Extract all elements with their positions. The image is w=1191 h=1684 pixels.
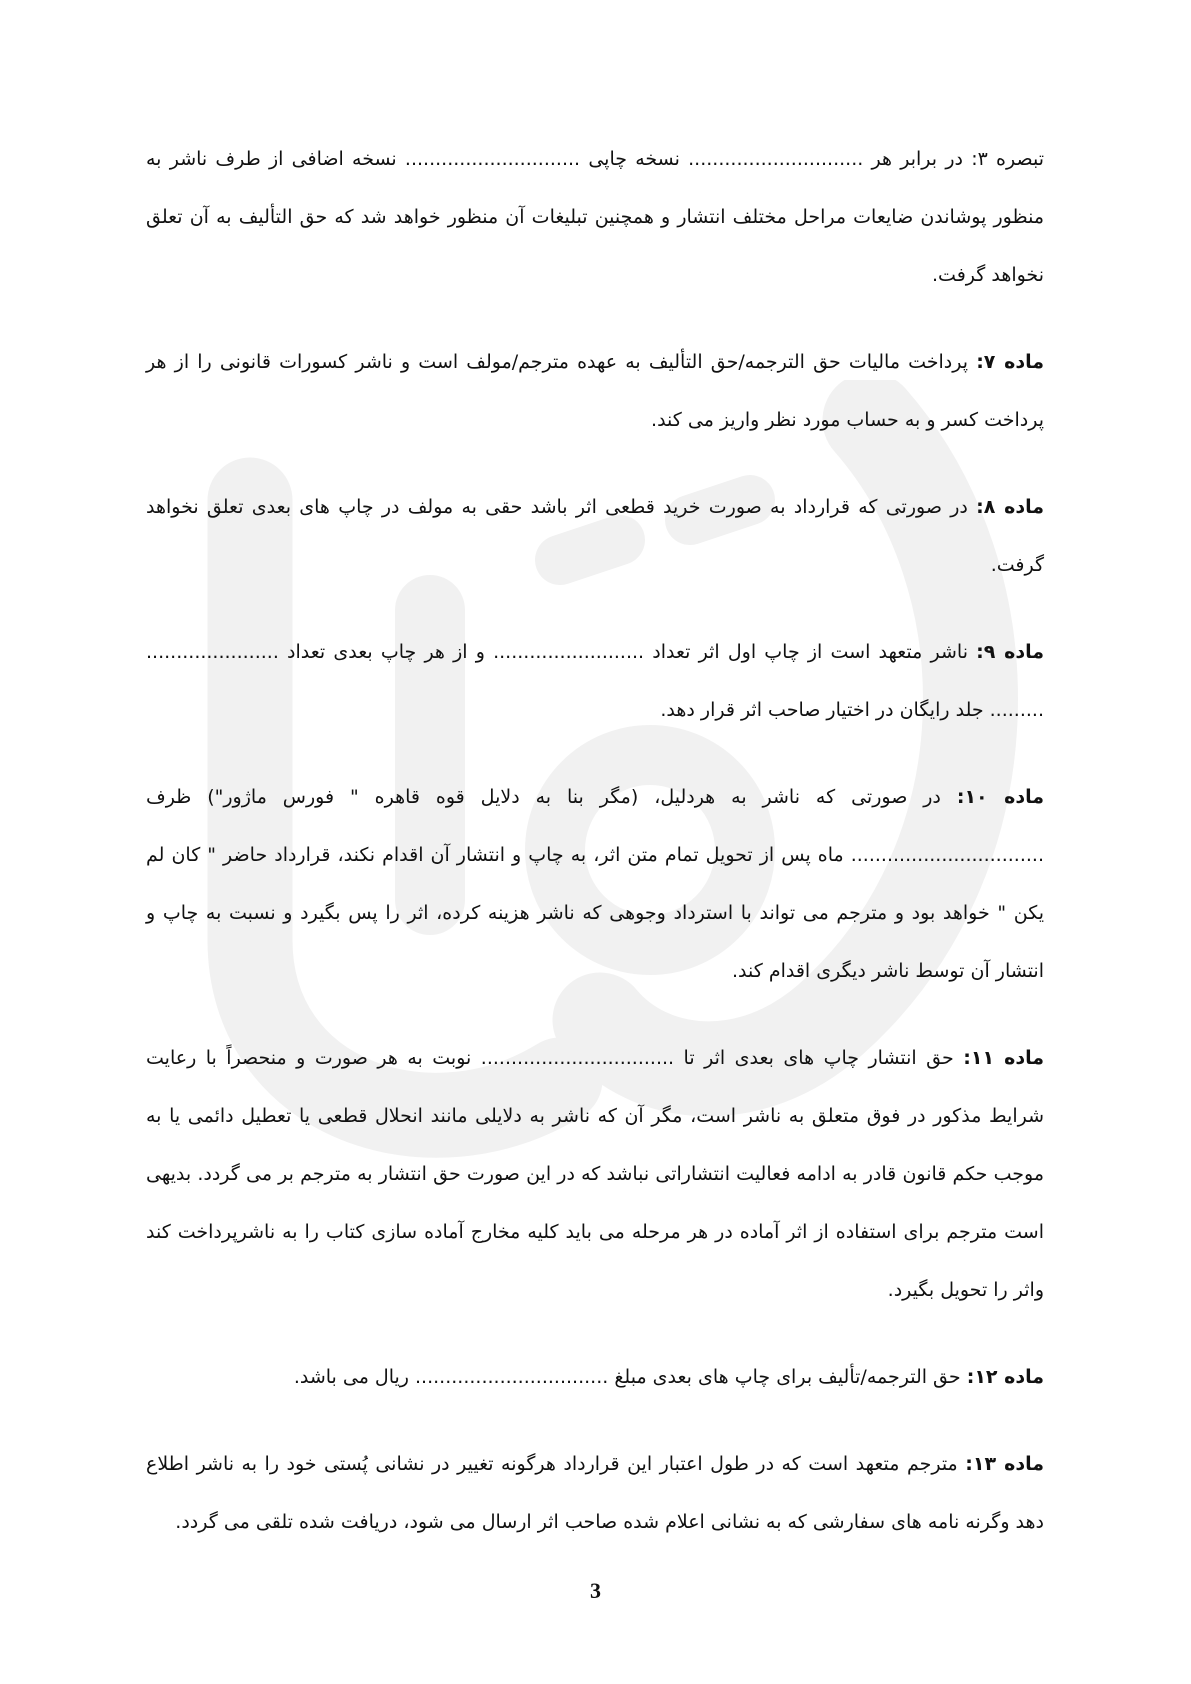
paragraph-text: در صورتی که قرارداد به صورت خرید قطعی اثر باشد حقی به مولف در چاپ های بعدی تعلق نخواهد گرفت.	[146, 496, 1044, 576]
paragraph-text: مترجم متعهد است که در طول اعتبار این قرارداد هرگونه تغییر در نشانی پُستی خود را به ناشر اطلاع دهد وگرنه نامه های سفارشی که به نشانی اعلام شده صاحب اثر ارسال می شود، دریافت شده تلقی می گردد.	[146, 1453, 1044, 1533]
paragraph-article-10	[146, 768, 1044, 1000]
paragraph-label: ماده ۱۰:	[956, 786, 1045, 808]
document-body	[146, 130, 1044, 1580]
paragraph-text: در صورتی که ناشر به هردلیل، (مگر بنا به دلایل قوه قاهره " فورس ماژور") ظرف ................................ ماه پس از تحویل تمام متن اثر، به چاپ و انتشار آن اقدام نکند، قرارداد حاضر " کان لم یکن " خواهد بود و مترجم می تواند با استرداد وجوهی که ناشر هزینه کرده، اثر را پس بگیرد و نسبت به چاپ و انتشار آن توسط ناشر دیگری اقدام کند.	[146, 786, 1044, 982]
paragraph-text: حق انتشار چاپ های بعدی اثر تا ................................ نوبت به هر صورت و منحصراً با رعایت شرایط مذکور در فوق متعلق به ناشر است، مگر آن که ناشر به دلایلی مانند انحلال قطعی یا تعطیل دائمی یا به موجب حکم قانون قادر به ادامه فعالیت انتشاراتی نباشد که در این صورت حق انتشار به مترجم بر می گردد. بدیهی است مترجم برای استفاده از اثر آماده در هر مرحله می باید کلیه مخارج آماده سازی کتاب را به ناشرپرداخت کند واثر را تحویل بگیرد.	[146, 1047, 1044, 1301]
paragraph-label: ماده ۱۱:	[963, 1047, 1044, 1069]
paragraph-label: ماده ۱۳:	[965, 1453, 1045, 1475]
paragraph-text: حق الترجمه/تألیف برای چاپ های بعدی مبلغ ................................ ریال می باشد.	[293, 1366, 967, 1388]
paragraph-article-11	[146, 1029, 1044, 1319]
paragraph-note-3	[146, 130, 1044, 304]
paragraph-text: تبصره ۳: در برابر هر ............................. نسخه چاپی ............................. نسخه اضافی از طرف ناشر به منظور پوشاندن ضایعات مراحل مختلف انتشار و همچنین تبلیغات آن منظور خواهد شد که حق التألیف به آن تعلق نخواهد گرفت.	[146, 148, 1044, 286]
paragraph-article-7	[146, 333, 1044, 449]
paragraph-label: ماده ۸:	[976, 496, 1044, 518]
paragraph-label: ماده ۱۲:	[966, 1366, 1044, 1388]
paragraph-label: ماده ۹:	[976, 641, 1044, 663]
paragraph-article-12	[146, 1348, 1044, 1406]
paragraph-article-9	[146, 623, 1044, 739]
paragraph-label: ماده ۷:	[976, 351, 1044, 373]
paragraph-text: ناشر متعهد است از چاپ اول اثر تعداد ......................... و از هر چاپ بعدی تعداد ...................... ......... جلد رایگان در اختیار صاحب اثر قرار دهد.	[146, 641, 1044, 721]
paragraph-article-8	[146, 478, 1044, 594]
page-number: 3	[590, 1578, 601, 1603]
paragraph-text: پرداخت مالیات حق الترجمه/حق التألیف به عهده مترجم/مولف است و ناشر کسورات قانونی را از هر پرداخت کسر و به حساب مورد نظر واریز می کند.	[146, 351, 1044, 431]
paragraph-article-13	[146, 1435, 1044, 1551]
